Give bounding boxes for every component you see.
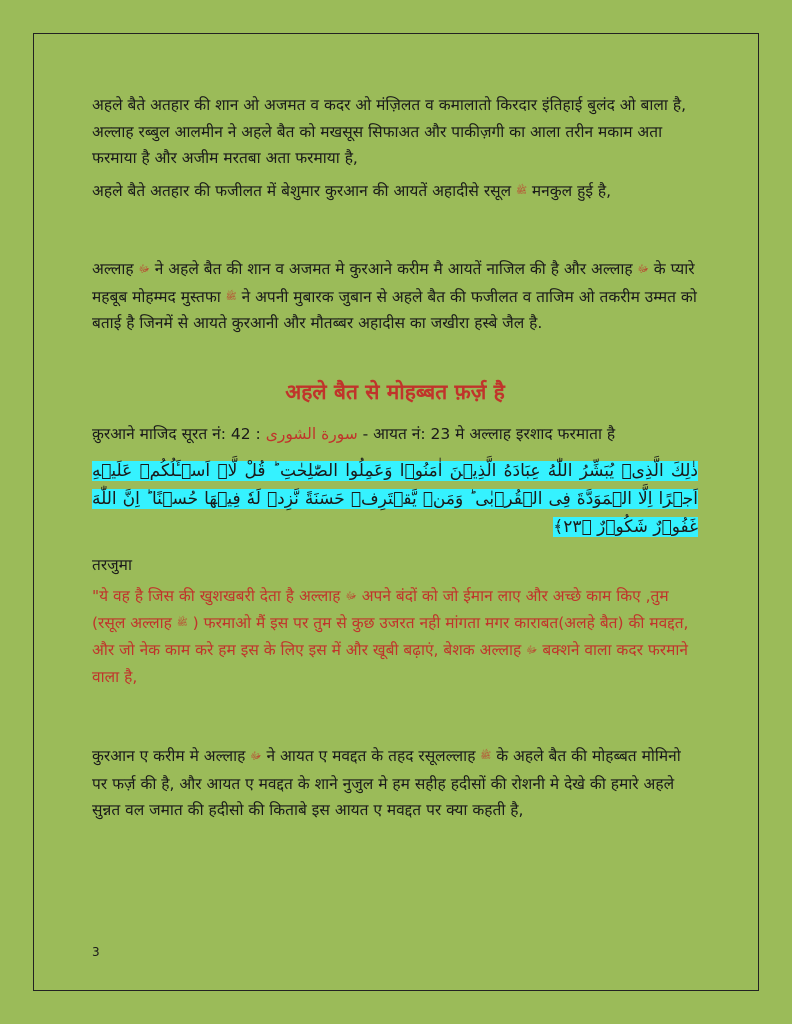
paragraph-1: अहले बैते अतहार की शान ओ अजमत व कदर ओ मंज़िलत व कमालातो किरदार इंतिहाई बुलंद ओ बाला है, अल्लाह रब्बुल आलमीन ने अहले बैत को मखसूस सिफाअत और पाकीज़गी का आला तरीन मकाम अता फरमाया है और अजीम मरतबा अता फरमाया है,	[92, 96, 687, 167]
jalla-symbol: ﷻ	[250, 751, 262, 762]
jalla-symbol: ﷻ	[637, 264, 649, 275]
surah-text-a: क़ुरआने माजिद सूरत नं: 42 :	[92, 424, 266, 443]
translation-label: तरजुमा	[92, 556, 132, 574]
salawat-symbol: ﷺ	[480, 751, 492, 761]
quote-text-d: बक्शने वाला कदर फरमाने वाला है,	[92, 641, 689, 686]
quote-text-a: "ये वह है जिस की खुशखबरी देता है अल्लाह	[92, 587, 341, 605]
paragraph-4-text-a: कुरआन ए करीम मे अल्लाह	[92, 747, 246, 765]
quote-text-b: अपने बंदों को जो ईमान लाए और अच्छे काम किए ,तुम (रसूल अल्लाह	[92, 587, 669, 632]
paragraph-2-text-b: मनकुल हुई है,	[531, 181, 612, 200]
paragraph-3-text-b: ने अहले बैत की शान व अजमत मे कुरआने करीम मै आयतें नाजिल की है और अल्लाह	[154, 260, 633, 278]
jalla-symbol: ﷻ	[138, 264, 150, 275]
salawat-symbol: ﷺ	[225, 291, 237, 302]
surah-name-arabic: سورة الشورى	[265, 424, 358, 443]
arabic-verse-text: ذٰلِكَ الَّذِىۡ يُبَشِّرُ اللّٰهُ عِبَادَهُ الَّذِيۡنَ اٰمَنُوۡا وَعَمِلُوا الصّٰلِحٰتِ ؕ قُلْ لَّاۤ اَسۡـَٔلُكُمۡ عَلَيۡهِ اَجۡرًا اِلَّا الۡمَوَدَّةَ فِى الۡقُرۡبٰى ؕ وَمَنۡ يَّقۡتَرِفۡ حَسَنَةً نَّزِدۡ لَهٗ فِيۡهَا حُسۡنًا ؕ اِنَّ اللّٰهَ غَفُوۡرٌ شَكُوۡرٌ ﴿۲۳﴾	[92, 461, 698, 537]
paragraph-4-text-b: ने आयत ए मवद्दत के तहद रसूलल्लाह	[266, 747, 476, 765]
page-number: 3	[92, 945, 100, 959]
paragraph-3-text-c: के प्यारे महबूब मोहम्मद मुस्तफा	[92, 260, 695, 306]
jalla-symbol: ﷻ	[345, 591, 357, 602]
surah-text-b: - आयत नं: 23 मे अल्लाह इरशाद फरमाता है	[357, 424, 616, 443]
salawat-symbol: ﷺ	[176, 618, 188, 628]
arabic-verse	[92, 457, 698, 541]
translation-quote	[92, 583, 698, 691]
paragraph-3	[92, 256, 698, 337]
quote-text-c: ) फरमाओ मैं इस पर तुम से कुछ उजरत नही मांगता मगर काराबत(अलहे बैत) की मवद्दत, और जो नेक काम करे हम इस के लिए इस में और खूबी बढ़ाएं, बेशक अल्लाह	[92, 614, 689, 659]
paragraph-3-text-d: ने अपनी मुबारक जुबान से अहले बैत की फजीलत व ताजिम ओ तकरीम उम्मत को बताई है जिनमें से आयते कुरआनी और मौतब्बर अहादीस का जखीरा हस्बे जैल है.	[92, 287, 697, 332]
jalla-symbol: ﷻ	[526, 645, 538, 656]
paragraph-4	[92, 743, 698, 824]
surah-reference	[92, 421, 698, 448]
paragraph-2	[92, 178, 698, 205]
salawat-symbol: ﷺ	[516, 185, 527, 196]
paragraph-2-text-a: अहले बैते अतहार की फजीलत में बेशुमार कुरआन की आयतें अहादीसे रसूल	[92, 181, 512, 200]
paragraph-3-text-a: अल्लाह	[92, 260, 134, 278]
paragraph-4-text-c: के अहले बैत की मोहब्बत मोमिनो पर फर्ज़ की है, और आयत ए मवद्दत के शाने नुजुल मे हम सहीह हदीसों की रोशनी मे देखे की हमारे अहले सुन्नत वल जमात की हदीसो की किताबे इस आयत ए मवद्दत पर क्या कहती है,	[92, 747, 681, 819]
page-content	[92, 92, 698, 824]
section-heading: अहले बैत से मोहब्बत फ़र्ज़ है	[285, 379, 505, 404]
